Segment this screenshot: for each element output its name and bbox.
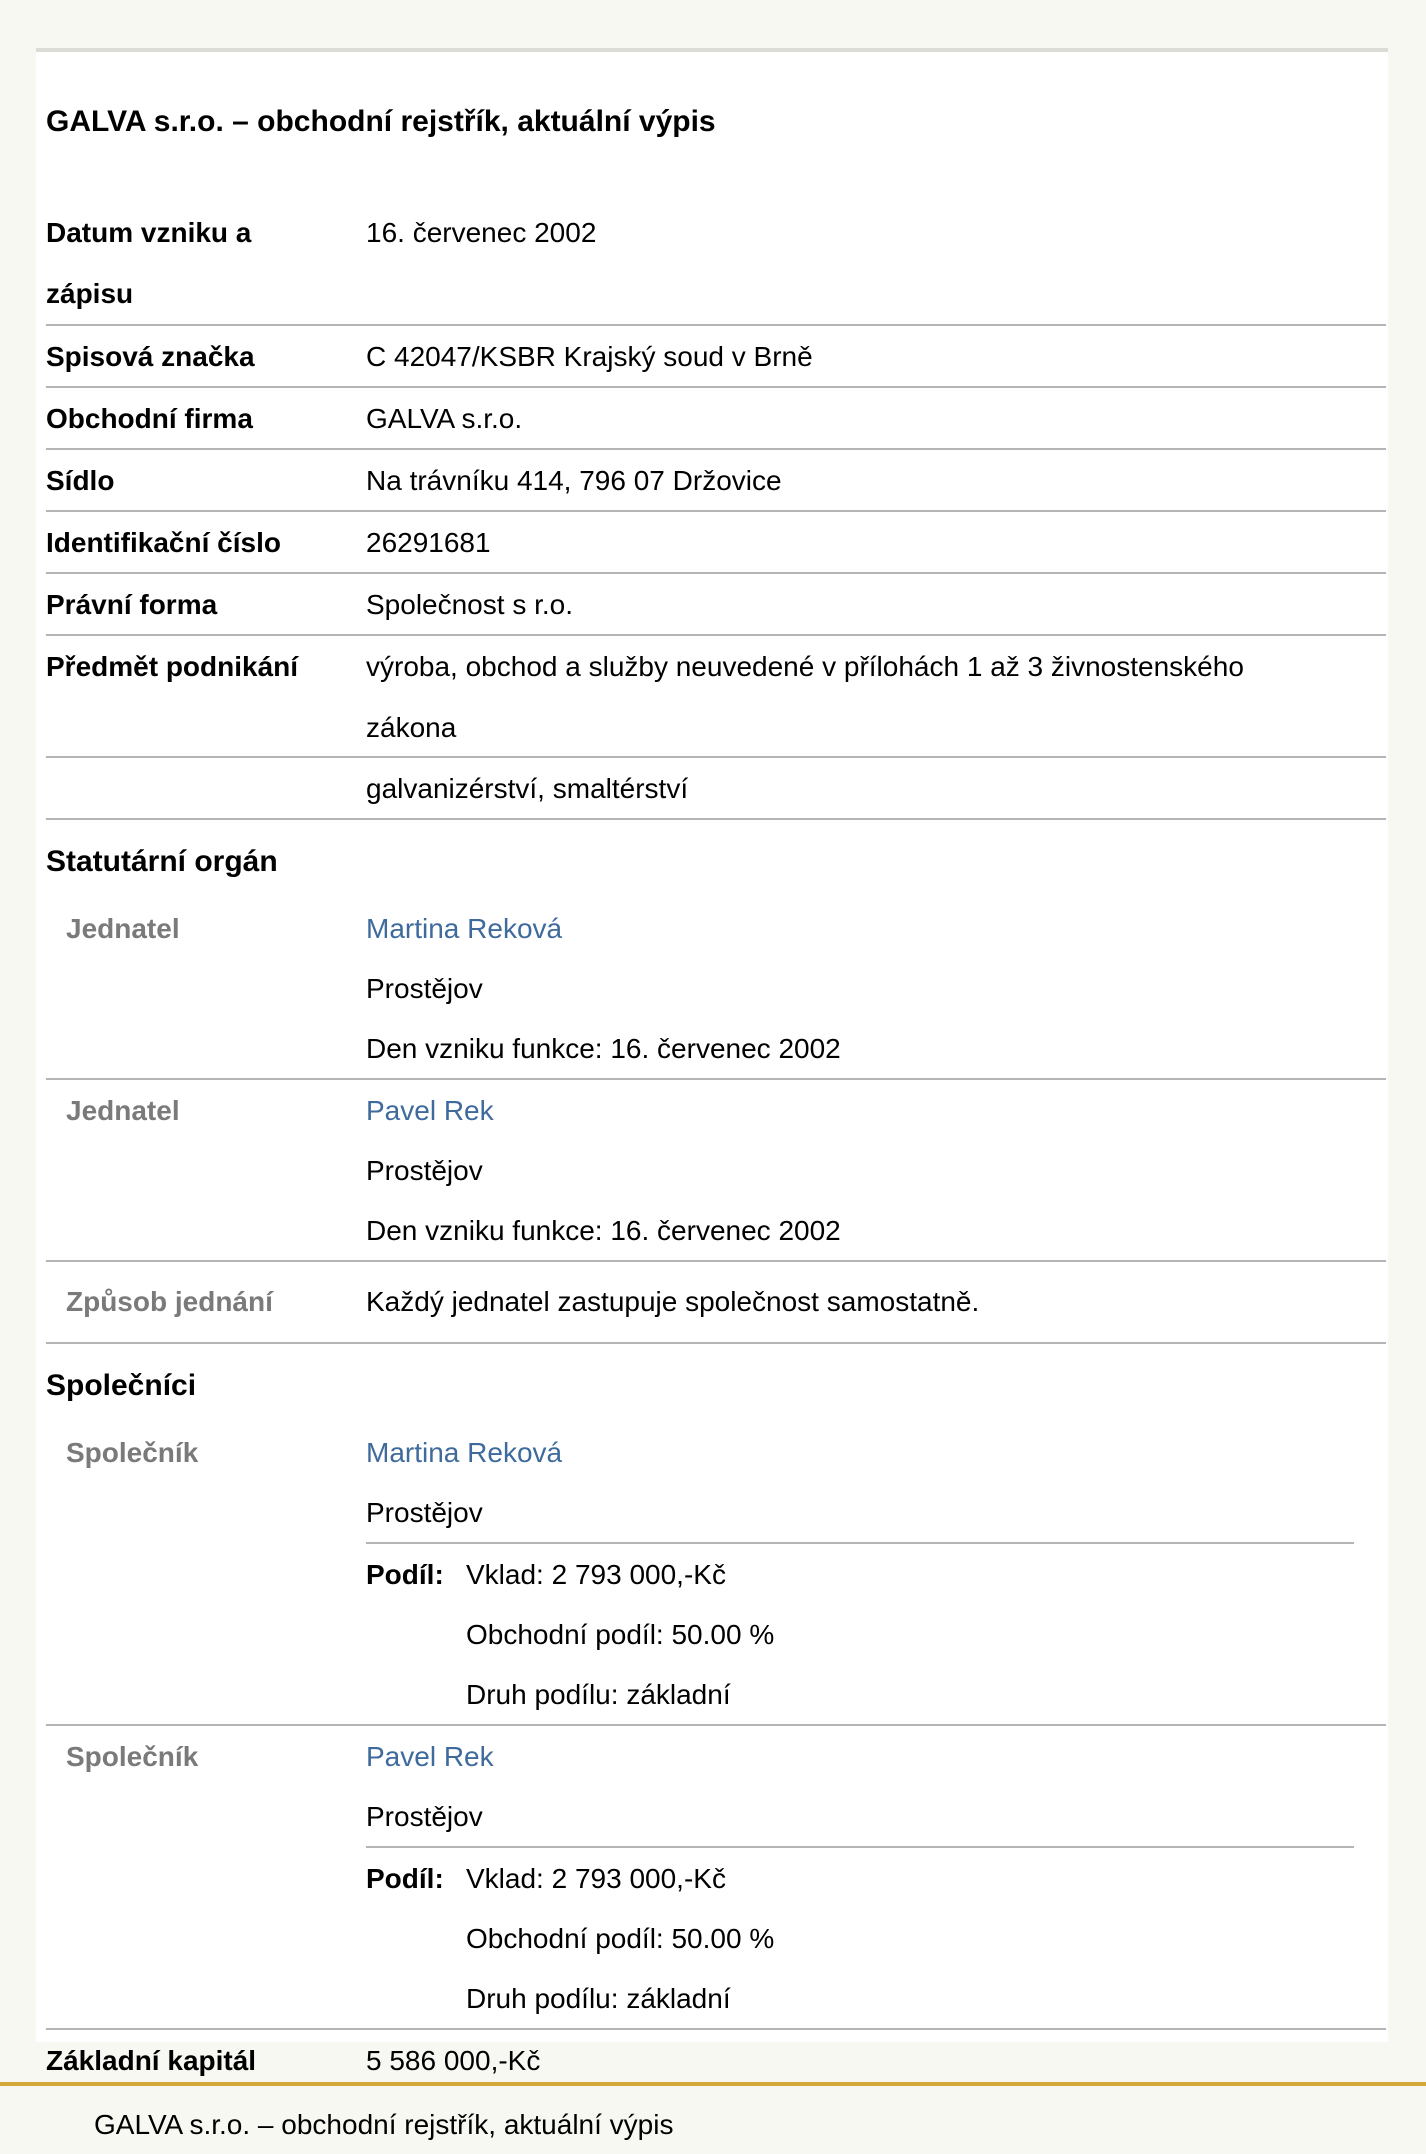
- row-value-continued: zákona: [366, 712, 457, 743]
- row-label: Spisová značka: [46, 341, 255, 372]
- member-city: Prostějov: [366, 973, 483, 1004]
- partner-role: Společník: [66, 1437, 199, 1468]
- row-label: Sídlo: [46, 465, 115, 496]
- row-value: Společnost s r.o.: [366, 589, 574, 620]
- share-deposit: Vklad: 2 793 000,-Kč: [466, 1559, 726, 1590]
- partner-name-link[interactable]: Martina Reková: [366, 1437, 563, 1468]
- row-label: Právní forma: [46, 589, 218, 620]
- partner-entry: [46, 1422, 1386, 1726]
- member-role: Jednatel: [66, 913, 180, 944]
- partner-name-link[interactable]: Pavel Rek: [366, 1741, 494, 1772]
- partner-city: Prostějov: [366, 1497, 483, 1528]
- share-label: Podíl:: [366, 1863, 444, 1894]
- row-label-continued: zápisu: [46, 278, 134, 309]
- statutory-member: [46, 898, 1386, 1080]
- row-registered-capital: [46, 2030, 1386, 2090]
- partner-city: Prostějov: [366, 1801, 483, 1832]
- row-label: Datum vzniku a: [46, 217, 252, 248]
- row-date-founded: [46, 202, 1386, 326]
- row-legal-form: [46, 574, 1386, 636]
- row-value: 26291681: [366, 527, 491, 558]
- row-value: galvanizérství, smaltérství: [366, 773, 689, 804]
- member-name-link[interactable]: Pavel Rek: [366, 1095, 494, 1126]
- row-id-number: [46, 512, 1386, 574]
- row-business-name: [46, 388, 1386, 450]
- row-label: Identifikační číslo: [46, 527, 281, 558]
- row-value: Každý jednatel zastupuje společnost samostatně.: [366, 1286, 980, 1317]
- row-file-number: [46, 326, 1386, 388]
- row-manner-of-acting: [46, 1262, 1386, 1344]
- share-percent: Obchodní podíl: 50.00 %: [466, 1923, 775, 1954]
- row-seat: [46, 450, 1386, 512]
- row-label: Způsob jednání: [66, 1286, 273, 1317]
- row-value: 16. červenec 2002: [366, 217, 597, 248]
- member-city: Prostějov: [366, 1155, 483, 1186]
- share-deposit: Vklad: 2 793 000,-Kč: [466, 1863, 726, 1894]
- share-label: Podíl:: [366, 1559, 444, 1590]
- page-title: GALVA s.r.o. – obchodní rejstřík, aktuální výpis: [46, 105, 716, 138]
- row-business-activity: [46, 636, 1386, 758]
- section-heading-statutory: Statutární orgán: [46, 845, 278, 878]
- row-value: GALVA s.r.o.: [366, 403, 523, 434]
- register-card: [36, 48, 1388, 2076]
- member-since: Den vzniku funkce: 16. červenec 2002: [366, 1215, 841, 1246]
- share-type: Druh podílu: základní: [466, 1983, 731, 2014]
- row-value: Na trávníku 414, 796 07 Držovice: [366, 465, 782, 496]
- statutory-member: [46, 1080, 1386, 1262]
- share-percent: Obchodní podíl: 50.00 %: [466, 1619, 775, 1650]
- row-label: Základní kapitál: [46, 2045, 257, 2076]
- row-value: 5 586 000,-Kč: [366, 2045, 541, 2076]
- member-since: Den vzniku funkce: 16. červenec 2002: [366, 1033, 841, 1064]
- page-footer: [0, 2082, 1426, 2154]
- partner-entry: [46, 1726, 1386, 2030]
- footer-text: GALVA s.r.o. – obchodní rejstřík, aktuální výpis: [94, 2109, 674, 2140]
- share-type: Druh podílu: základní: [466, 1679, 731, 1710]
- row-value: C 42047/KSBR Krajský soud v Brně: [366, 341, 813, 372]
- row-label: Obchodní firma: [46, 403, 253, 434]
- section-heading-partners: Společníci: [46, 1369, 197, 1402]
- row-label: Předmět podnikání: [46, 651, 299, 682]
- row-value: výroba, obchod a služby neuvedené v přílohách 1 až 3 živnostenského: [366, 651, 1244, 682]
- row-business-activity-2: [46, 758, 1386, 820]
- partner-role: Společník: [66, 1741, 199, 1772]
- member-name-link[interactable]: Martina Reková: [366, 913, 563, 944]
- member-role: Jednatel: [66, 1095, 180, 1126]
